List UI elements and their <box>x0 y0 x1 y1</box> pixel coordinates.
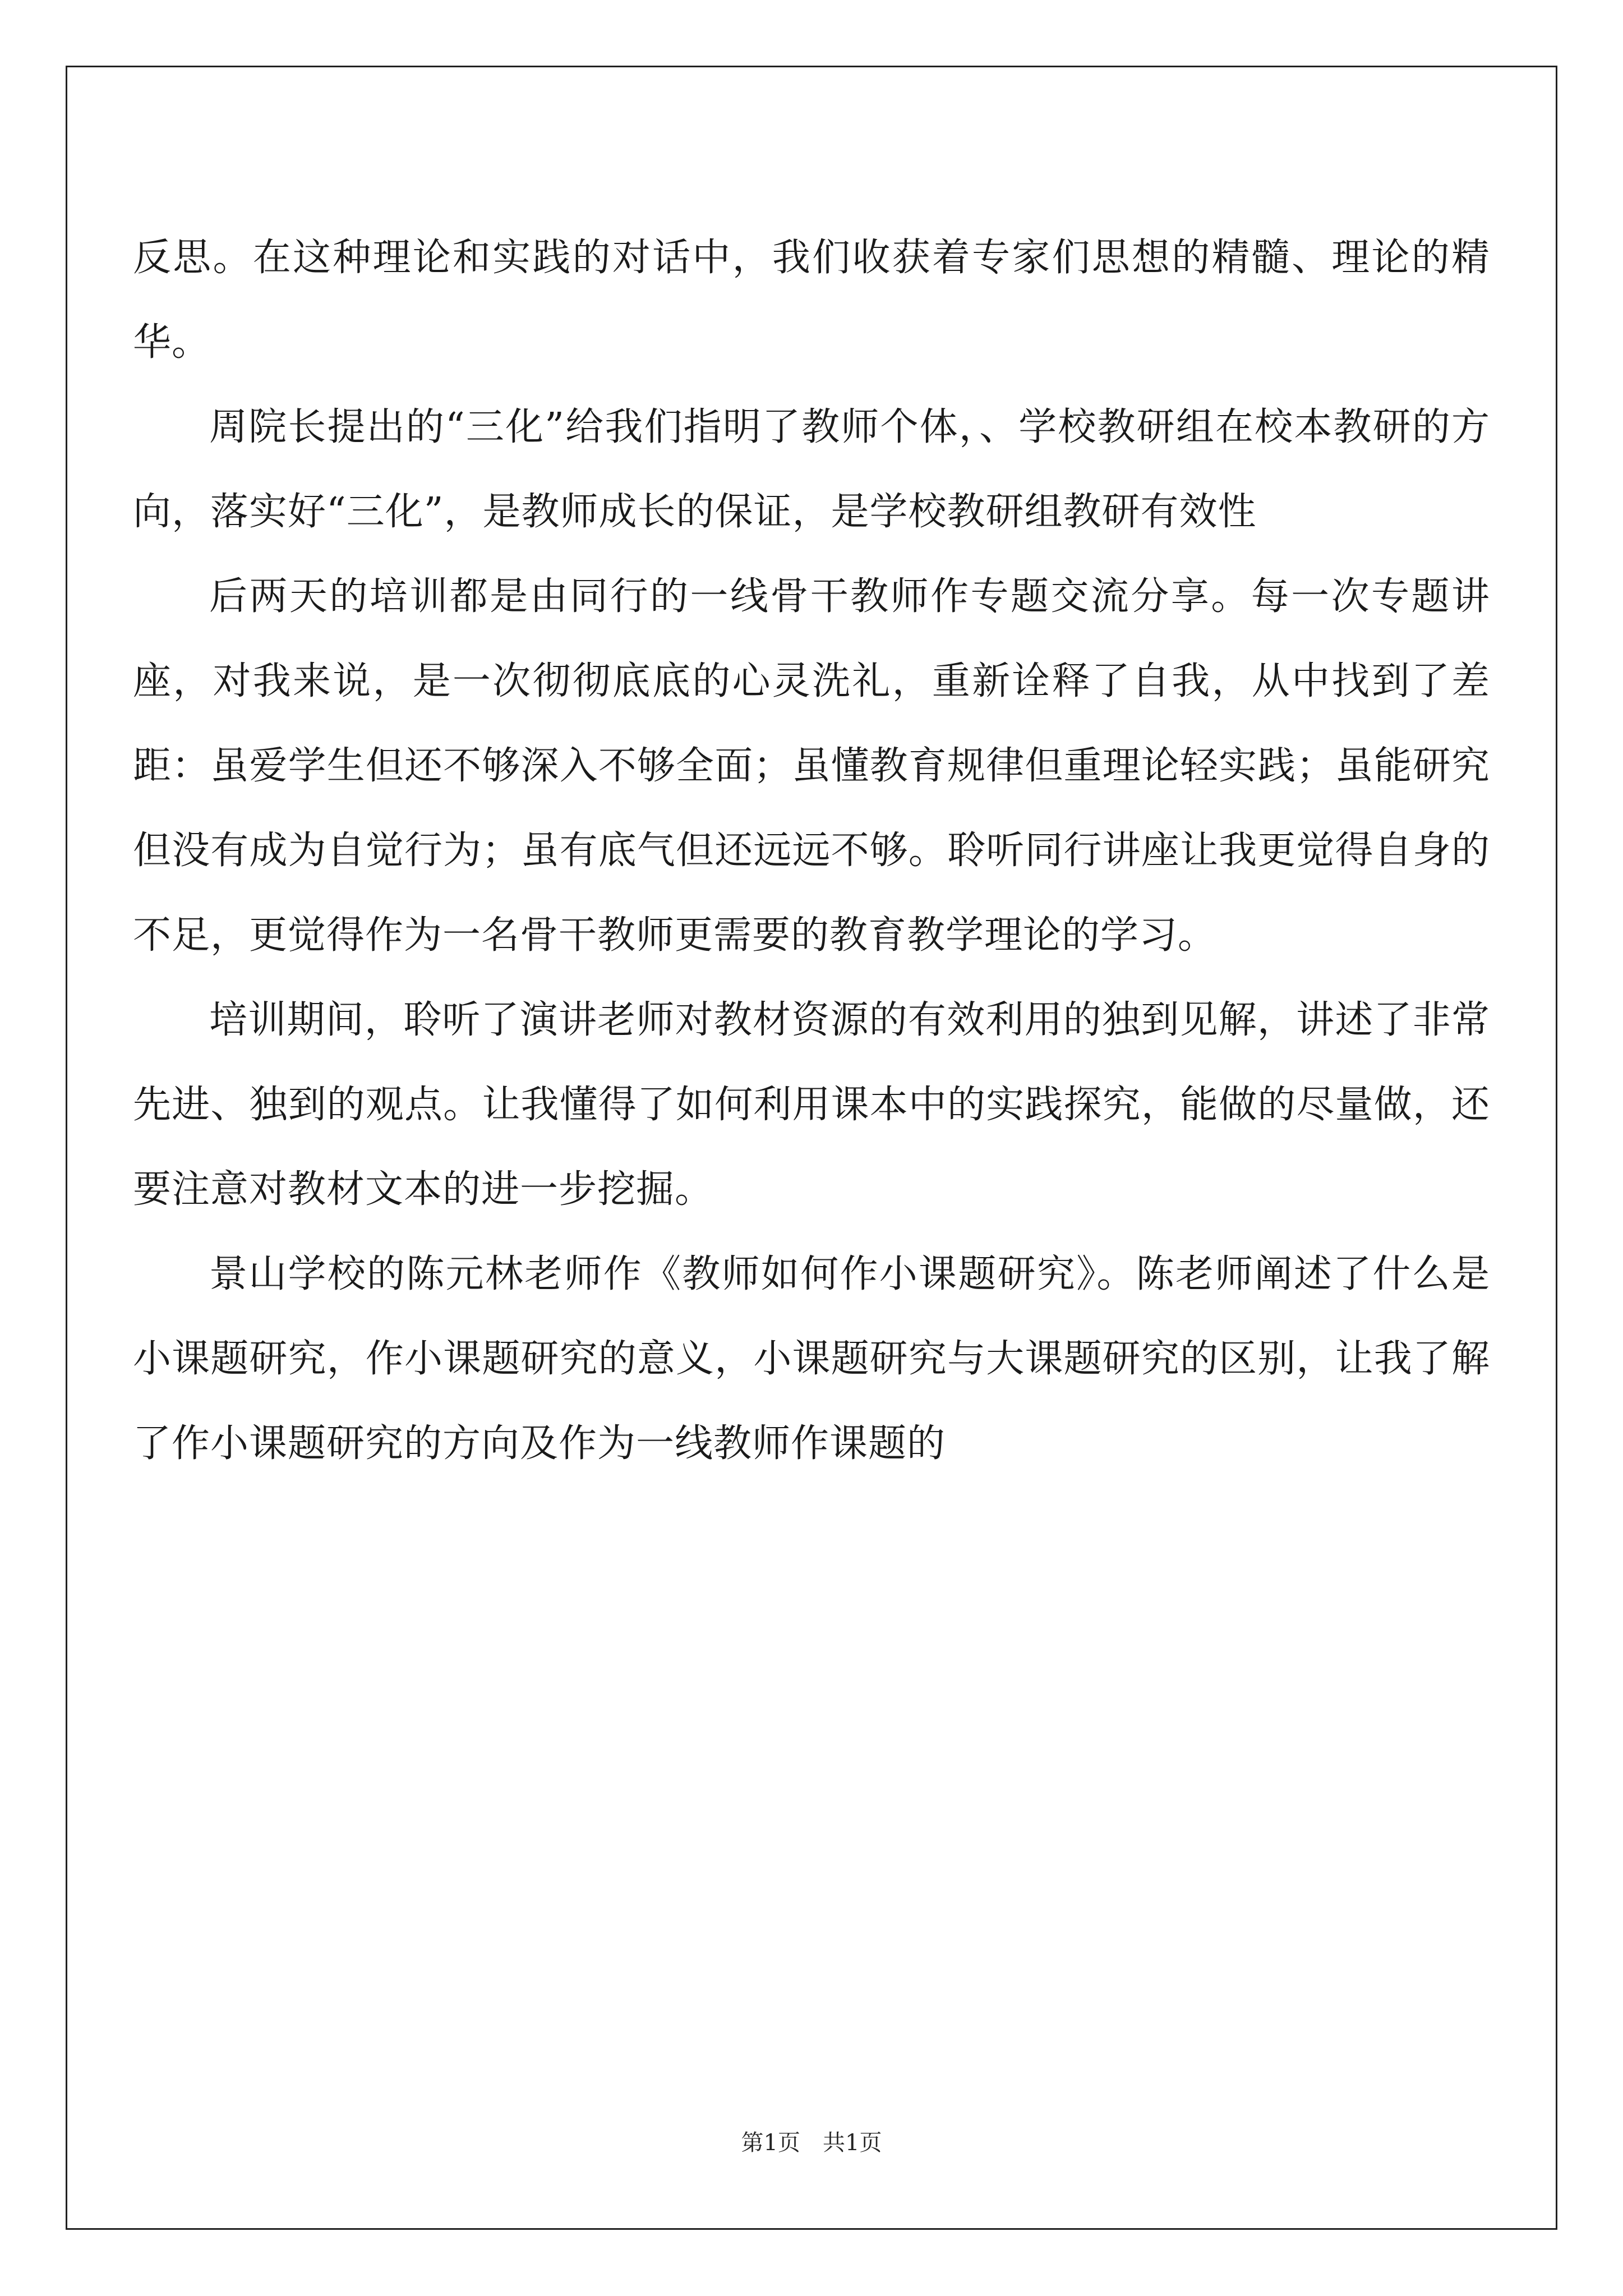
paragraph-4: 培训期间，聆听了演讲老师对教材资源的有效利用的独到见解，讲述了非常先进、独到的观点。让我懂得了如何利用课本中的实践探究，能做的尽量做，还要注意对教材文本的进一步挖掘。 <box>133 998 1490 1212</box>
paragraph-2: 周院长提出的“三化”给我们指明了教师个体，、学校教研组在校本教研的方向，落实好“三化”，是教师成长的保证，是学校教研组教研有效性 <box>133 405 1490 534</box>
page-footer <box>0 2126 1623 2160</box>
paragraph-1: 反思。在这种理论和实践的对话中，我们收获着专家们思想的精髓、理论的精华。 <box>133 236 1490 365</box>
paragraph-5: 景山学校的陈元林老师作《教师如何作小课题研究》。陈老师阐述了什么是小课题研究，作小课题研究的意义，小课题研究与大课题研究的区别，让我了解了作小课题研究的方向及作为一线教师作课题的 <box>133 1252 1490 1466</box>
page-count: 共1页 <box>823 2130 882 2156</box>
page-number: 第1页 <box>741 2130 800 2156</box>
paragraph-3: 后两天的培训都是由同行的一线骨干教师作专题交流分享。每一次专题讲座，对我来说，是一次彻彻底底的心灵洗礼，重新诠释了自我，从中找到了差距：虽爱学生但还不够深入不够全面；虽懂教育规律但重理论轻实践；虽能研究但没有成为自觉行为；虽有底气但还远远不够。聆听同行讲座让我更觉得自身的不足，更觉得作为一名骨干教师更需要的教育教学理论的学习。 <box>133 574 1490 958</box>
document-body <box>133 215 1490 1486</box>
